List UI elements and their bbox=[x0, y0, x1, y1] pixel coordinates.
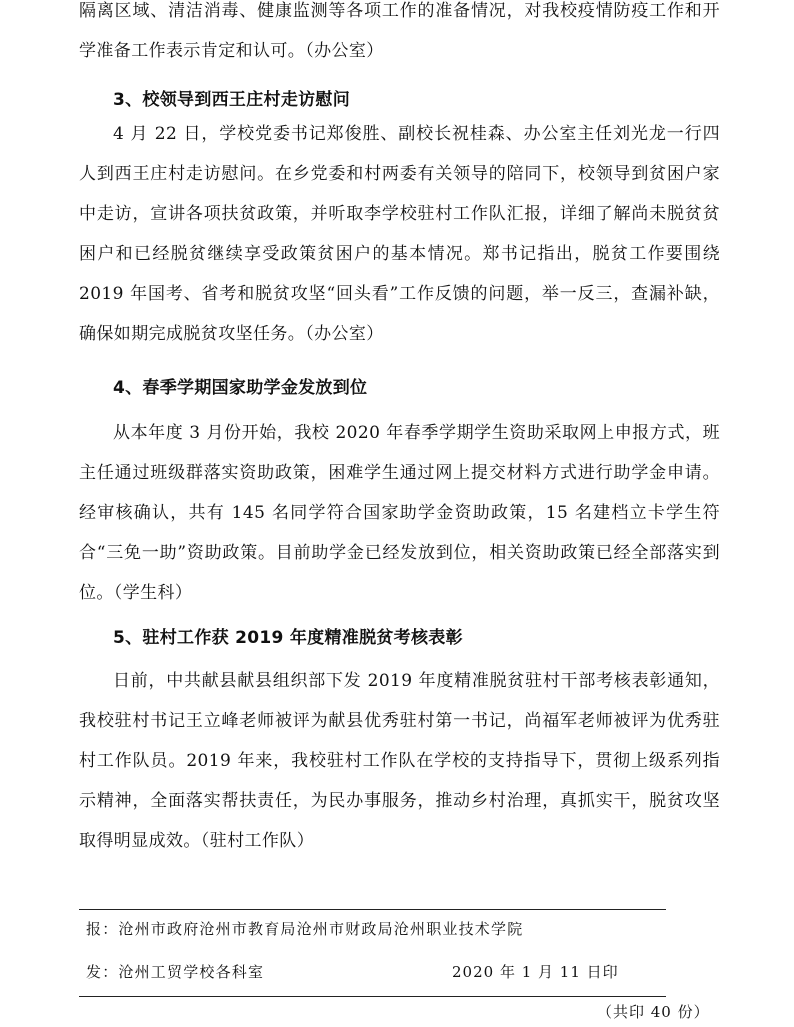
paragraph-epidemic-conclusion: 隔离区域、清洁消毒、健康监测等各项工作的准备情况，对我校疫情防疫工作和开学准备工作表示肯定和认可。（办公室） bbox=[79, 1, 720, 61]
paragraph-village-work-award: 日前，中共献县献县组织部下发 2019 年度精准脱贫驻村干部考核表彰通知，我校驻村书记王立峰老师被评为献县优秀驻村第一书记，尚福军老师被评为优秀驻村工作队员。2019 年来，我校驻村工作队在学校的支持指导下，贯彻上级系列指示精神，全面落实帮扶责任，为民办事服务，推动乡村治理，真抓实干，脱贫攻坚取得明显成效。（驻村工作队） bbox=[79, 671, 720, 851]
section-heading-4: 4、春季学期国家助学金发放到位 bbox=[113, 378, 368, 398]
section-heading-5: 5、驻村工作获 2019 年度精准脱贫考核表彰 bbox=[113, 628, 463, 648]
footer-top-rule bbox=[79, 909, 666, 910]
print-date: 2020 年 1 月 11 日印 bbox=[452, 963, 619, 981]
section-heading-3: 3、校领导到西王庄村走访慰问 bbox=[113, 90, 351, 110]
footer-bottom-rule bbox=[79, 996, 666, 997]
paragraph-village-visit: 4 月 22 日，学校党委书记郑俊胜、副校长祝桂森、办公室主任刘光龙一行四人到西王庄村走访慰问。在乡党委和村两委有关领导的陪同下，校领导到贫困户家中走访，宣讲各项扶贫政策，并听取李学校驻村工作队汇报，详细了解尚未脱贫贫困户和已经脱贫继续享受政策贫困户的基本情况。郑书记指出，脱贫工作要围绕 2019 年国考、省考和脱贫攻坚“回头看”工作反馈的问题，举一反三，查漏补缺，确保如期完成脱贫攻坚任务。（办公室） bbox=[79, 124, 720, 344]
paragraph-grant-distribution: 从本年度 3 月份开始，我校 2020 年春季学期学生资助采取网上申报方式，班主任通过班级群落实资助政策，困难学生通过网上提交材料方式进行助学金申请。经审核确认，共有 145 名同学符合国家助学金资助政策，15 名建档立卡学生符合“三免一助”资助政策。目前助学金已经发放到位，相关资助政策已经全部落实到位。（学生科） bbox=[79, 423, 720, 603]
report-to-line: 报：沧州市政府沧州市教育局沧州市财政局沧州职业技术学院 bbox=[86, 920, 524, 938]
copies-count: （共印 40 份） bbox=[597, 1003, 710, 1021]
send-to-line: 发：沧州工贸学校各科室 bbox=[86, 963, 265, 981]
